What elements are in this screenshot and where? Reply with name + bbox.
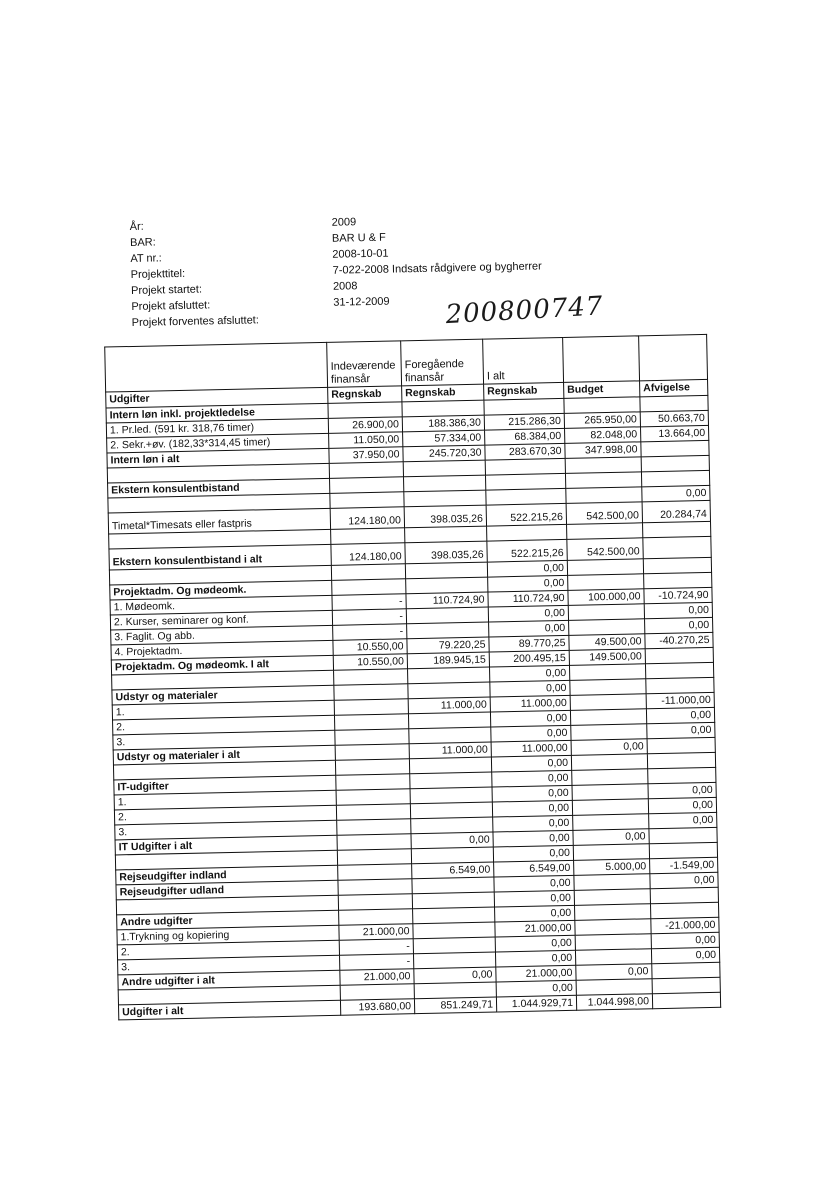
- meta-value: 2008-10-01: [332, 248, 389, 261]
- amount-cell: 0,00: [493, 830, 573, 847]
- amount-cell: [334, 699, 408, 716]
- amount-cell: [414, 982, 496, 999]
- row-label-cell: 2. Kurser, seminarer og konf.: [110, 610, 332, 630]
- amount-cell: 0,00: [647, 722, 715, 738]
- amount-cell: [410, 772, 492, 789]
- amount-cell: 89.770,25: [489, 635, 569, 652]
- amount-cell: [643, 557, 711, 573]
- amount-cell: [408, 667, 490, 684]
- amount-cell: [412, 892, 494, 909]
- amount-cell: [649, 842, 717, 858]
- amount-cell: [410, 802, 492, 819]
- amount-cell: -40.270,25: [645, 632, 713, 648]
- amount-cell: Afvigelse: [640, 379, 708, 396]
- amount-cell: [641, 470, 709, 486]
- amount-cell: [485, 458, 565, 475]
- column-header: [105, 342, 328, 392]
- amount-cell: 0,00: [494, 875, 574, 892]
- amount-cell: 21.000,00: [496, 965, 576, 982]
- amount-cell: 0,00: [488, 605, 568, 622]
- amount-cell: [645, 647, 713, 663]
- row-label-cell: Udstyr og materialer i alt: [113, 745, 335, 765]
- amount-cell: [573, 844, 649, 861]
- amount-cell: [650, 902, 718, 918]
- amount-cell: 11.050,00: [329, 432, 403, 449]
- amount-cell: 0,00: [496, 980, 576, 997]
- amount-cell: 21.000,00: [340, 969, 414, 986]
- amount-cell: [330, 477, 404, 494]
- meta-label: AT nr.:: [130, 247, 332, 267]
- amount-cell: [330, 492, 404, 509]
- amount-cell: [643, 521, 711, 537]
- amount-cell: [337, 819, 411, 836]
- amount-cell: 0,00: [646, 707, 714, 723]
- row-label-cell: Projektadm. Og mødeomk.: [110, 580, 332, 600]
- meta-label: År:: [130, 215, 332, 235]
- amount-cell: 0,00: [642, 485, 710, 501]
- amount-cell: [566, 487, 642, 504]
- row-label-cell: 2.: [117, 940, 339, 960]
- amount-cell: 110.724,90: [488, 590, 568, 607]
- column-header: Foregående finansår: [401, 339, 484, 386]
- row-label-cell: 3.: [115, 820, 337, 840]
- amount-cell: 5.000,00: [574, 859, 650, 876]
- amount-cell: [570, 709, 646, 726]
- row-label-cell: 1. Pr.led. (591 kr. 318,76 timer): [106, 418, 328, 438]
- amount-cell: [409, 757, 491, 774]
- meta-label: Projekt forventes afsluttet:: [132, 311, 334, 331]
- amount-cell: 0,00: [651, 932, 719, 948]
- amount-cell: 0,00: [645, 617, 713, 633]
- row-label-cell: 1.Trykning og kopiering: [117, 925, 339, 945]
- meta-value: 7-022-2008 Indsats rådgivere og bygherrer: [333, 260, 542, 276]
- amount-cell: [406, 607, 488, 624]
- amount-cell: 1.044.998,00: [576, 994, 652, 1011]
- row-label-cell: Udstyr og materialer: [112, 685, 334, 705]
- amount-cell: 0,00: [495, 935, 575, 952]
- amount-cell: Regnskab: [484, 382, 564, 400]
- amount-cell: -: [340, 954, 414, 971]
- amount-cell: 200.495,15: [489, 650, 569, 667]
- amount-cell: 82.048,00: [565, 427, 641, 444]
- row-label-cell: Andre udgifter: [117, 910, 339, 930]
- amount-cell: 0,00: [571, 739, 647, 756]
- amount-cell: [411, 817, 493, 834]
- amount-cell: [340, 984, 414, 1001]
- amount-cell: [329, 462, 403, 479]
- column-header: [563, 336, 640, 383]
- row-label-cell: Andre udgifter i alt: [118, 970, 340, 990]
- amount-cell: [334, 714, 408, 731]
- amount-cell: -21.000,00: [651, 917, 719, 933]
- amount-cell: -: [339, 939, 413, 956]
- amount-cell: 0,00: [494, 890, 574, 907]
- amount-cell: [567, 559, 643, 576]
- row-label-cell: 1.: [114, 790, 336, 810]
- amount-cell: [640, 395, 708, 411]
- amount-cell: 6.549,00: [412, 862, 494, 879]
- row-label-cell: 3.: [118, 955, 340, 975]
- amount-cell: [647, 752, 715, 768]
- amount-cell: 13.664,00: [641, 425, 709, 441]
- amount-cell: [645, 662, 713, 678]
- amount-cell: [408, 712, 490, 729]
- row-label-cell: Udgifter i alt: [118, 1000, 340, 1020]
- amount-cell: 0,00: [490, 665, 570, 682]
- amount-cell: 21.000,00: [495, 920, 575, 937]
- amount-cell: 189.945,15: [407, 652, 489, 669]
- row-label-cell: 4. Projektadm.: [111, 640, 333, 660]
- row-label-cell: Rejseudgifter indland: [116, 865, 338, 885]
- amount-cell: [335, 744, 409, 761]
- amount-cell: 11.000,00: [409, 742, 491, 759]
- amount-cell: -1.549,00: [650, 857, 718, 873]
- amount-cell: [649, 827, 717, 843]
- amount-cell: [643, 536, 711, 558]
- column-header: [639, 334, 708, 380]
- amount-cell: [403, 475, 485, 492]
- amount-cell: [575, 919, 651, 936]
- amount-cell: 522.215,26: [487, 539, 567, 562]
- amount-cell: 6.549,00: [494, 860, 574, 877]
- row-label-cell: 2.: [113, 715, 335, 735]
- amount-cell: [328, 402, 402, 419]
- row-label-cell: Timetal*Timesats eller fastpris: [108, 508, 330, 534]
- amount-cell: [334, 684, 408, 701]
- amount-cell: 522.215,26: [486, 503, 566, 526]
- amount-cell: 0,00: [491, 725, 571, 742]
- amount-cell: 100.000,00: [568, 589, 644, 606]
- amount-cell: [411, 847, 493, 864]
- amount-cell: 0,00: [490, 680, 570, 697]
- amount-cell: [574, 874, 650, 891]
- amount-cell: 0,00: [492, 770, 572, 787]
- amount-cell: 193.680,00: [340, 999, 414, 1016]
- amount-cell: 0,00: [414, 967, 496, 984]
- row-label-cell: 1. Mødeomk.: [110, 595, 332, 615]
- amount-cell: 124.180,00: [330, 507, 404, 530]
- amount-cell: 0,00: [490, 710, 570, 727]
- amount-cell: [569, 619, 645, 636]
- amount-cell: [575, 904, 651, 921]
- amount-cell: -10.724,90: [644, 587, 712, 603]
- amount-cell: 110.724,90: [406, 592, 488, 609]
- amount-cell: [567, 523, 643, 540]
- amount-cell: 0,00: [491, 755, 571, 772]
- amount-cell: [336, 804, 410, 821]
- row-label-cell: 3. Faglit. Og abb.: [111, 625, 333, 645]
- amount-cell: Budget: [564, 381, 640, 399]
- amount-cell: [413, 952, 495, 969]
- amount-cell: [338, 894, 412, 911]
- amount-cell: [572, 769, 648, 786]
- row-label-cell: Ekstern konsulentbistand i alt: [109, 544, 331, 570]
- row-label-cell: Intern løn inkl. projektledelse: [106, 403, 328, 423]
- amount-cell: 124.180,00: [331, 543, 405, 566]
- amount-cell: [485, 473, 565, 490]
- amount-cell: [572, 784, 648, 801]
- amount-cell: [406, 577, 488, 594]
- amount-cell: 21.000,00: [339, 924, 413, 941]
- expense-ledger-table: [104, 334, 721, 1020]
- amount-cell: [652, 992, 720, 1008]
- amount-cell: 283.670,30: [485, 443, 565, 460]
- amount-cell: [568, 574, 644, 591]
- amount-cell: [413, 922, 495, 939]
- amount-cell: 11.000,00: [408, 697, 490, 714]
- amount-cell: [575, 934, 651, 951]
- column-header: Indeværende finansår: [327, 341, 402, 388]
- column-header: I alt: [483, 337, 564, 384]
- amount-cell: 0,00: [644, 602, 712, 618]
- meta-label: Projekt startet:: [131, 279, 333, 299]
- amount-cell: [402, 400, 484, 417]
- meta-label: Projekttitel:: [131, 263, 333, 283]
- amount-cell: 20.284,74: [642, 500, 710, 522]
- amount-cell: [570, 694, 646, 711]
- amount-cell: [641, 455, 709, 471]
- row-label-cell: Intern løn i alt: [107, 448, 329, 468]
- amount-cell: [565, 472, 641, 489]
- amount-cell: [564, 397, 640, 414]
- amount-cell: [405, 526, 487, 543]
- amount-cell: 0,00: [648, 782, 716, 798]
- row-label-cell: IT Udgifter i alt: [115, 835, 337, 855]
- amount-cell: [569, 664, 645, 681]
- amount-cell: [331, 528, 405, 545]
- amount-cell: 0,00: [648, 797, 716, 813]
- amount-cell: [646, 677, 714, 693]
- amount-cell: [568, 604, 644, 621]
- amount-cell: [332, 579, 406, 596]
- amount-cell: [337, 834, 411, 851]
- amount-cell: [648, 767, 716, 783]
- meta-label: Projekt afsluttet:: [131, 295, 333, 315]
- amount-cell: [409, 727, 491, 744]
- amount-cell: [652, 977, 720, 993]
- amount-cell: [336, 774, 410, 791]
- amount-cell: 265.950,00: [564, 412, 640, 429]
- amount-cell: [407, 622, 489, 639]
- amount-cell: [413, 907, 495, 924]
- amount-cell: [571, 754, 647, 771]
- amount-cell: 0,00: [493, 845, 573, 862]
- amount-cell: [335, 759, 409, 776]
- amount-cell: 215.286,30: [484, 413, 564, 430]
- amount-cell: 398.035,26: [405, 541, 487, 564]
- amount-cell: 188.386,30: [402, 415, 484, 432]
- amount-cell: 0,00: [650, 872, 718, 888]
- amount-cell: [570, 679, 646, 696]
- amount-cell: [331, 564, 405, 581]
- amount-cell: 11.000,00: [491, 740, 571, 757]
- amount-cell: 1.044.929,71: [496, 995, 576, 1012]
- amount-cell: 0,00: [649, 812, 717, 828]
- amount-cell: [335, 729, 409, 746]
- amount-cell: [576, 979, 652, 996]
- amount-cell: [641, 440, 709, 456]
- amount-cell: [487, 524, 567, 541]
- row-label-cell: 3.: [113, 730, 335, 750]
- amount-cell: [405, 562, 487, 579]
- amount-cell: 49.500,00: [569, 634, 645, 651]
- amount-cell: [410, 787, 492, 804]
- amount-cell: 149.500,00: [569, 649, 645, 666]
- amount-cell: 0,00: [573, 829, 649, 846]
- amount-cell: [565, 457, 641, 474]
- amount-cell: 50.663,70: [640, 410, 708, 426]
- amount-cell: [337, 849, 411, 866]
- meta-label: BAR:: [130, 231, 332, 251]
- amount-cell: [408, 682, 490, 699]
- amount-cell: 0,00: [576, 964, 652, 981]
- meta-value: 2008: [333, 280, 358, 293]
- handwritten-case-number: 200800747: [445, 291, 604, 330]
- amount-cell: 542.500,00: [567, 538, 643, 561]
- amount-cell: 10.550,00: [333, 639, 407, 656]
- amount-cell: [486, 488, 566, 505]
- amount-cell: [404, 490, 486, 507]
- amount-cell: 0,00: [489, 620, 569, 637]
- amount-cell: 57.334,00: [403, 430, 485, 447]
- amount-cell: 0,00: [495, 905, 575, 922]
- amount-cell: -11.000,00: [646, 692, 714, 708]
- amount-cell: [650, 887, 718, 903]
- amount-cell: 37.950,00: [329, 447, 403, 464]
- row-label-cell: 2. Sekr.+øv. (182,33*314,45 timer): [107, 433, 329, 453]
- row-label-cell: 2.: [114, 805, 336, 825]
- amount-cell: [574, 889, 650, 906]
- amount-cell: [572, 799, 648, 816]
- amount-cell: 11.000,00: [490, 695, 570, 712]
- amount-cell: [334, 669, 408, 686]
- amount-cell: Regnskab: [328, 386, 402, 404]
- amount-cell: [647, 737, 715, 753]
- amount-cell: 398.035,26: [404, 505, 486, 528]
- amount-cell: 68.384,00: [485, 428, 565, 445]
- amount-cell: 0,00: [492, 785, 572, 802]
- amount-cell: -: [332, 594, 406, 611]
- amount-cell: Regnskab: [402, 384, 484, 402]
- row-label-cell: Rejseudgifter udland: [116, 880, 338, 900]
- amount-cell: [573, 814, 649, 831]
- amount-cell: [575, 949, 651, 966]
- amount-cell: 0,00: [488, 575, 568, 592]
- amount-cell: [652, 962, 720, 978]
- amount-cell: 542.500,00: [566, 502, 642, 525]
- amount-cell: [571, 724, 647, 741]
- row-label-cell: Projektadm. Og mødeomk. I alt: [111, 655, 333, 675]
- amount-cell: 245.720,30: [403, 445, 485, 462]
- amount-cell: [412, 877, 494, 894]
- amount-cell: [338, 879, 412, 896]
- amount-cell: 0,00: [492, 800, 572, 817]
- amount-cell: [336, 789, 410, 806]
- amount-cell: 0,00: [487, 560, 567, 577]
- meta-value: BAR U & F: [332, 232, 386, 245]
- row-label-cell: Ekstern konsulentbistand: [108, 478, 330, 498]
- amount-cell: 851.249,71: [414, 997, 496, 1014]
- row-label-cell: 1.: [112, 700, 334, 720]
- amount-cell: 347.998,00: [565, 442, 641, 459]
- amount-cell: -: [332, 609, 406, 626]
- amount-cell: [413, 937, 495, 954]
- meta-value: 2009: [332, 216, 357, 229]
- amount-cell: [644, 572, 712, 588]
- amount-cell: [338, 864, 412, 881]
- amount-cell: [403, 460, 485, 477]
- amount-cell: 0,00: [651, 947, 719, 963]
- amount-cell: 10.550,00: [333, 654, 407, 671]
- amount-cell: [339, 909, 413, 926]
- amount-cell: 26.900,00: [328, 417, 402, 434]
- amount-cell: [484, 398, 564, 415]
- meta-value: 31-12-2009: [333, 296, 390, 309]
- row-label-cell: Udgifter: [106, 387, 328, 408]
- amount-cell: 0,00: [493, 815, 573, 832]
- amount-cell: 0,00: [411, 832, 493, 849]
- amount-cell: 0,00: [495, 950, 575, 967]
- amount-cell: -: [333, 624, 407, 641]
- row-label-cell: IT-udgifter: [114, 775, 336, 795]
- amount-cell: 79.220,25: [407, 637, 489, 654]
